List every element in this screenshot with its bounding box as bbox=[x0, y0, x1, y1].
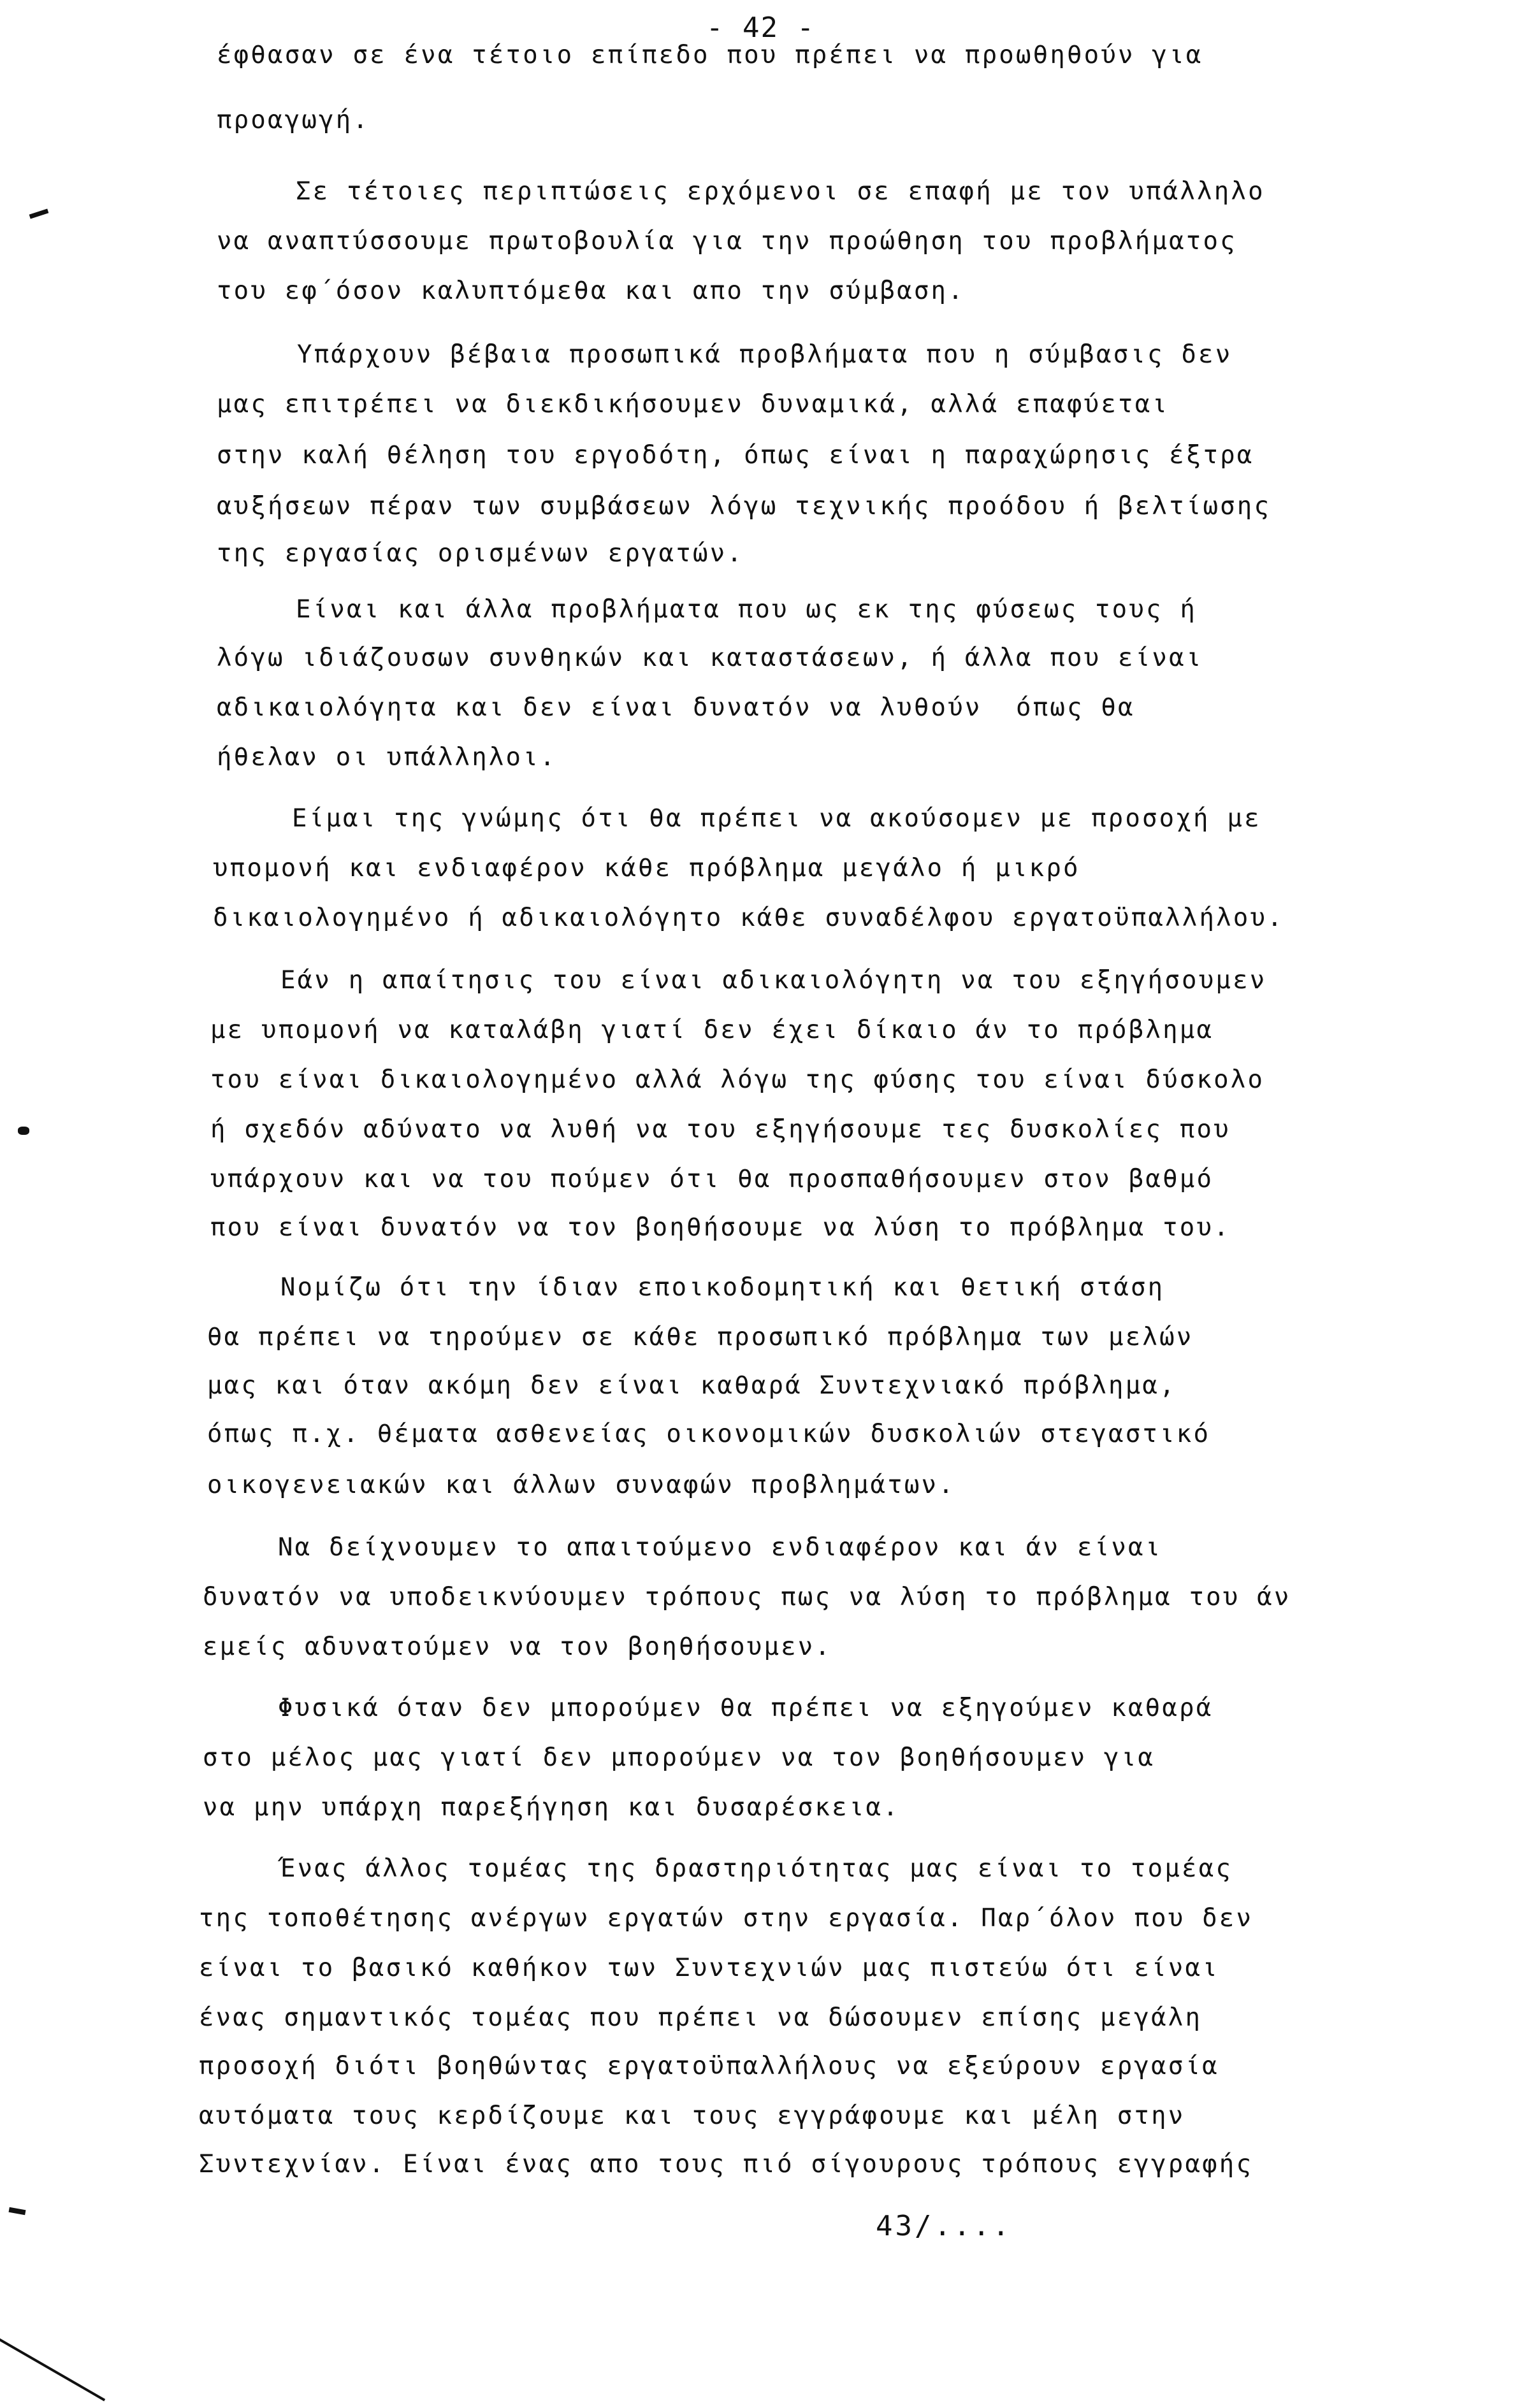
text-line: της εργασίας ορισμένων εργατών. bbox=[217, 539, 744, 568]
text-line: ένας σημαντικός τομέας που πρέπει να δώσουμεν επίσης μεγάλη bbox=[199, 2003, 1203, 2032]
text-line: μας και όταν ακόμη δεν είναι καθαρά Συντεχνιακό πρόβλημα, bbox=[207, 1371, 1177, 1400]
text-line: με υπομονή να καταλάβη γιατί δεν έχει δίκαιο άν το πρόβλημα bbox=[210, 1016, 1214, 1044]
text-line: δυνατόν να υποδεικνύουμεν τρόπους πως να λύση το πρόβλημα του άν bbox=[203, 1583, 1291, 1611]
footer-continuation-ref: 43/.... bbox=[876, 2210, 1012, 2242]
text-line: να αναπτύσσουμε πρωτοβουλία για την προώθηση του προβλήματος bbox=[217, 227, 1237, 256]
text-line: προσοχή διότι βοηθώντας εργατοϋπαλλήλους να εξεύρουν εργασία bbox=[199, 2052, 1219, 2080]
text-line: Είναι και άλλα προβλήματα που ως εκ της φύσεως τους ή bbox=[296, 595, 1198, 624]
text-line: προαγωγή. bbox=[217, 106, 370, 134]
text-line: αυτόματα τους κερδίζουμε και τους εγγράφουμε και μέλη στην bbox=[199, 2102, 1185, 2130]
text-line: υπομονή και ενδιαφέρον κάθε πρόβλημα μεγάλο ή μικρό bbox=[213, 854, 1080, 883]
text-line: της τοποθέτησης ανέργων εργατών στην εργασία. Παρ΄όλον που δεν bbox=[199, 1904, 1254, 1933]
text-line: αυξήσεων πέραν των συμβάσεων λόγω τεχνικής προόδου ή βελτίωσης bbox=[217, 492, 1272, 521]
text-line: οικογενειακών και άλλων συναφών προβλημάτων. bbox=[207, 1471, 955, 1499]
text-line: μας επιτρέπει να διεκδικήσουμεν δυναμικά, αλλά επαφύεται bbox=[217, 390, 1170, 419]
text-line: θα πρέπει να τηρούμεν σε κάθε προσωπικό πρόβλημα των μελών bbox=[207, 1323, 1194, 1352]
text-line: Να δείχνουμεν το απαιτούμενο ενδιαφέρον και άν είναι bbox=[278, 1533, 1163, 1562]
text-line: Συντεχνίαν. Είναι ένας απο τους πιό σίγουρους τρόπους εγγραφής bbox=[199, 2150, 1254, 2179]
text-line: να μην υπάρχη παρεξήγηση και δυσαρέσκεια. bbox=[203, 1793, 900, 1822]
text-line: δικαιολογημένο ή αδικαιολόγητο κάθε συναδέλφου εργατοϋπαλλήλου. bbox=[213, 904, 1284, 932]
text-line: ήθελαν οι υπάλληλοι. bbox=[217, 743, 557, 772]
margin-mark bbox=[18, 1127, 29, 1135]
text-line: υπάρχουν και να του πούμεν ότι θα προσπαθήσουμεν στον βαθμό bbox=[210, 1165, 1214, 1193]
text-line: στην καλή θέληση του εργοδότη, όπως είναι η παραχώρησις έξτρα bbox=[217, 441, 1254, 470]
text-line: του είναι δικαιολογημένο αλλά λόγω της φύσης του είναι δύσκολο bbox=[210, 1065, 1265, 1094]
text-line: Υπάρχουν βέβαια προσωπικά προβλήματα που η σύμβασις δεν bbox=[297, 340, 1233, 369]
text-line: Φυσικά όταν δεν μπορούμεν θα πρέπει να εξηγούμεν καθαρά bbox=[278, 1694, 1214, 1722]
text-line: ή σχεδόν αδύνατο να λυθή να του εξηγήσουμε τες δυσκολίες που bbox=[210, 1115, 1231, 1144]
text-line: Νομίζω ότι την ίδιαν εποικοδομητική και θετική στάση bbox=[280, 1273, 1165, 1302]
text-line: Είμαι της γνώμης ότι θα πρέπει να ακούσομεν με προσοχή με bbox=[292, 804, 1261, 833]
text-line: Ένας άλλος τομέας της δραστηριότητας μας είναι το τομέας bbox=[280, 1854, 1233, 1883]
text-line: Σε τέτοιες περιπτώσεις ερχόμενοι σε επαφή με τον υπάλληλο bbox=[296, 177, 1265, 206]
text-line: όπως π.χ. θέματα ασθενείας οικονομικών δυσκολιών στεγαστικό bbox=[207, 1420, 1211, 1448]
text-line: λόγω ιδιάζουσων συνθηκών και καταστάσεων, ή άλλα που είναι bbox=[217, 644, 1203, 672]
page-number: - 42 - bbox=[706, 11, 815, 44]
text-line: έφθασαν σε ένα τέτοιο επίπεδο που πρέπει να προωθηθούν για bbox=[217, 41, 1203, 69]
text-line: του εφ΄όσον καλυπτόμεθα και απο την σύμβαση. bbox=[217, 277, 965, 305]
text-line: στο μέλος μας γιατί δεν μπορούμεν να τον βοηθήσουμεν για bbox=[203, 1743, 1156, 1772]
text-line: εμείς αδυνατούμεν να τον βοηθήσουμεν. bbox=[203, 1633, 832, 1661]
text-line: που είναι δυνατόν να τον βοηθήσουμε να λύση το πρόβλημα του. bbox=[210, 1213, 1231, 1242]
text-line: αδικαιολόγητα και δεν είναι δυνατόν να λυθούν όπως θα bbox=[217, 693, 1135, 722]
text-line: είναι το βασικό καθήκον των Συντεχνιών μας πιστεύω ότι είναι bbox=[199, 1954, 1219, 1982]
text-line: Εάν η απαίτησις του είναι αδικαιολόγητη να του εξηγήσουμεν bbox=[280, 966, 1267, 995]
